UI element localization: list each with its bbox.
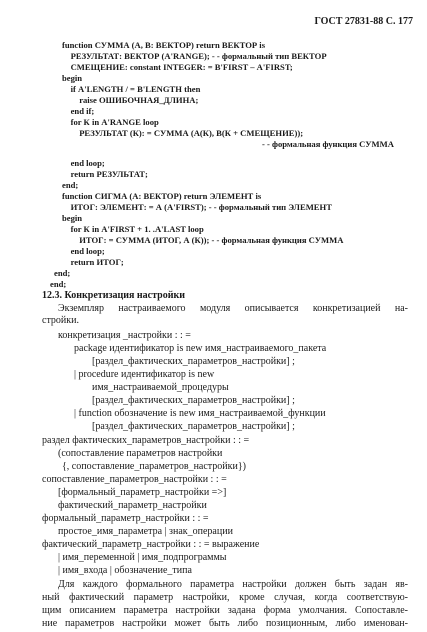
code-line: ИТОГ: = СУММА (ИТОГ, А (К)); - - формальная функция СУММА bbox=[62, 235, 344, 245]
syntax-line: | procedure идентификатор is new bbox=[74, 369, 215, 380]
intro-line: стройки. bbox=[42, 315, 79, 326]
syntax-line: конкретизация _настройки : : = bbox=[58, 330, 191, 341]
code-line: raise ОШИБОЧНАЯ_ДЛИНА; bbox=[62, 95, 199, 105]
code-line: begin bbox=[62, 73, 83, 83]
code-comment: - - формальная функция СУММА bbox=[262, 139, 394, 149]
syntax-line: | имя_переменной | имя_подпрограммы bbox=[58, 552, 227, 563]
code-line: РЕЗУЛЬТАТ: ВЕКТОР (А'RANGE); - - формальный тип ВЕКТОР bbox=[62, 51, 327, 61]
code-line: end; bbox=[54, 268, 71, 278]
syntax-line: сопоставление_параметров_настройки : : = bbox=[42, 474, 227, 485]
code-line: for К in А'RANGE loop bbox=[62, 117, 159, 127]
paragraph-line: ный фактический параметр настройки, кроме случая, когда соответствую- bbox=[42, 592, 408, 603]
code-line: end; bbox=[62, 180, 79, 190]
paragraph-line: Для каждого формального параметра настройки должен быть задан яв- bbox=[58, 579, 408, 590]
code-line: ИТОГ: ЭЛЕМЕНТ: = А (А'FIRST); - - формальный тип ЭЛЕМЕНТ bbox=[62, 202, 332, 212]
syntax-line: | function обозначение is new имя_настраиваемой_функции bbox=[74, 408, 326, 419]
code-line: begin bbox=[62, 213, 83, 223]
code-line: if А'LENGTH / = В'LENGTH then bbox=[62, 84, 201, 94]
syntax-line: [раздел_фактических_параметров_настройки] ; bbox=[92, 421, 295, 432]
syntax-line: имя_настраиваемой_процедуры bbox=[92, 382, 229, 393]
code-line: СМЕЩЕНИЕ: constant INTEGER: = В'FIRST – А'FIRST; bbox=[62, 62, 293, 72]
code-line: end loop; bbox=[62, 246, 105, 256]
code-line: for К in А'FIRST + 1. .А'LAST loop bbox=[62, 224, 204, 234]
syntax-line: [раздел_фактических_параметров_настройки] ; bbox=[92, 356, 295, 367]
section-title: 12.3. Конкретизация настройки bbox=[42, 290, 185, 301]
intro-line: Экземпляр настраиваемого модуля описывается конкретизацией на- bbox=[58, 303, 408, 314]
code-line: end if; bbox=[62, 106, 95, 116]
syntax-line: [раздел_фактических_параметров_настройки] ; bbox=[92, 395, 295, 406]
syntax-line: (сопоставление параметров настройки bbox=[58, 448, 223, 459]
syntax-line: простое_имя_параметра | знак_операции bbox=[58, 526, 233, 537]
paragraph-line: ние параметров настройки может быть либо позиционным, либо именован- bbox=[42, 618, 408, 629]
code-line: function СУММА (А, В: ВЕКТОР) return ВЕКТОР is bbox=[62, 40, 266, 50]
syntax-line: формальный_параметр_настройки : : = bbox=[42, 513, 209, 524]
code-line: return РЕЗУЛЬТАТ; bbox=[62, 169, 148, 179]
syntax-line: [формальный_параметр_настройки =>] bbox=[58, 487, 227, 498]
syntax-line: | имя_входа | обозначение_типа bbox=[58, 565, 192, 576]
code-line: РЕЗУЛЬТАТ (К): = СУММА (А(К), В(К + СМЕЩЕНИЕ)); bbox=[62, 128, 304, 138]
syntax-line: фактический_параметр_настройки bbox=[58, 500, 207, 511]
page-header: ГОСТ 27831-88 С. 177 bbox=[314, 16, 413, 27]
syntax-line: {, сопоставление_параметров_настройки}) bbox=[62, 461, 246, 472]
code-line: return ИТОГ; bbox=[62, 257, 124, 267]
syntax-line: package идентификатор is new имя_настраиваемого_пакета bbox=[74, 343, 327, 354]
paragraph-line: щим описанием параметра настройки задана форма умолчания. Сопоставле- bbox=[42, 605, 408, 616]
syntax-line: фактический_параметр_настройки : : = выражение bbox=[42, 539, 260, 550]
code-line: function СИГМА (А: ВЕКТОР) return ЭЛЕМЕНТ is bbox=[62, 191, 262, 201]
code-line: end; bbox=[50, 279, 67, 289]
code-line: end loop; bbox=[62, 158, 105, 168]
syntax-line: раздел фактических_параметров_настройки : : = bbox=[42, 435, 250, 446]
